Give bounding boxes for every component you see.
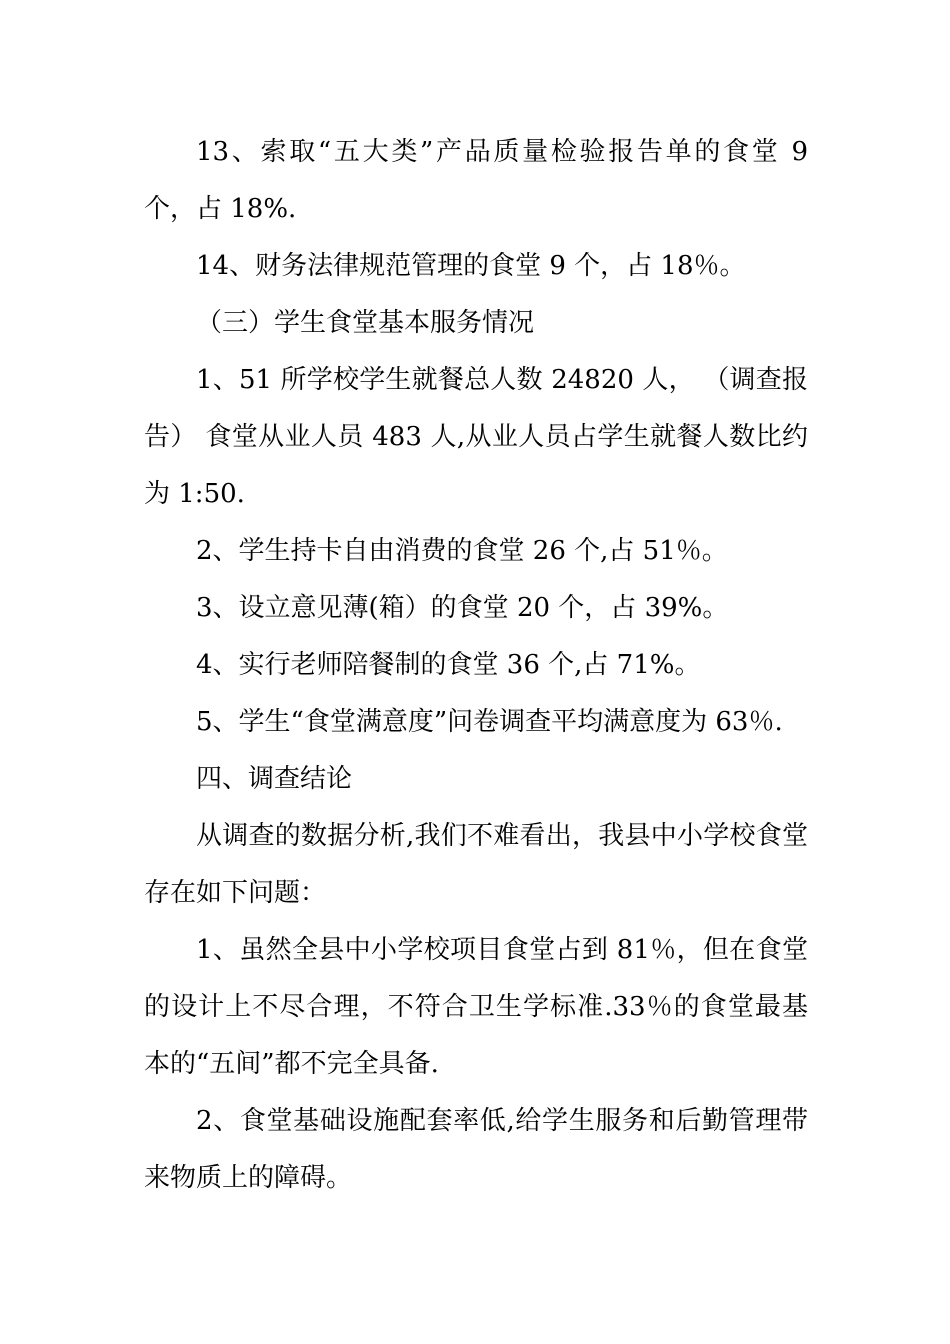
paragraph-conclusion-1: 1、虽然全县中小学校项目食堂占到 81％，但在食堂的设计上不尽合理，不符合卫生学标准.33％的食堂最基本的“五间”都不完全具备. (144, 935, 808, 1079)
paragraph-conclusion-intro: 从调查的数据分析,我们不难看出，我县中小学校食堂存在如下问题： (144, 821, 808, 908)
document-body (144, 124, 808, 1207)
paragraph-conclusion-2: 2、食堂基础设施配套率低,给学生服务和后勤管理带来物质上的障碍。 (144, 1106, 808, 1193)
section-heading-3: （三）学生食堂基本服务情况 (196, 308, 535, 338)
section-heading-4: 四、调查结论 (196, 764, 353, 794)
paragraph-service-3: 3、设立意见薄(箱）的食堂 20 个，占 39%。 (196, 593, 729, 623)
paragraph-service-1: 1、51 所学校学生就餐总人数 24820 人， （调查报告） 食堂从业人员 483 人,从业人员占学生就餐人数比约为 1:50. (144, 365, 808, 509)
paragraph-item-14: 14、财务法律规范管理的食堂 9 个，占 18％。 (196, 251, 746, 281)
paragraph-item-13: 13、索取“五大类”产品质量检验报告单的食堂 9 个，占 18%. (144, 137, 808, 224)
paragraph-service-2: 2、学生持卡自由消费的食堂 26 个,占 51％。 (196, 536, 728, 566)
paragraph-service-5: 5、学生“食堂满意度”问卷调查平均满意度为 63％. (196, 707, 783, 737)
paragraph-service-4: 4、实行老师陪餐制的食堂 36 个,占 71%。 (196, 650, 701, 680)
